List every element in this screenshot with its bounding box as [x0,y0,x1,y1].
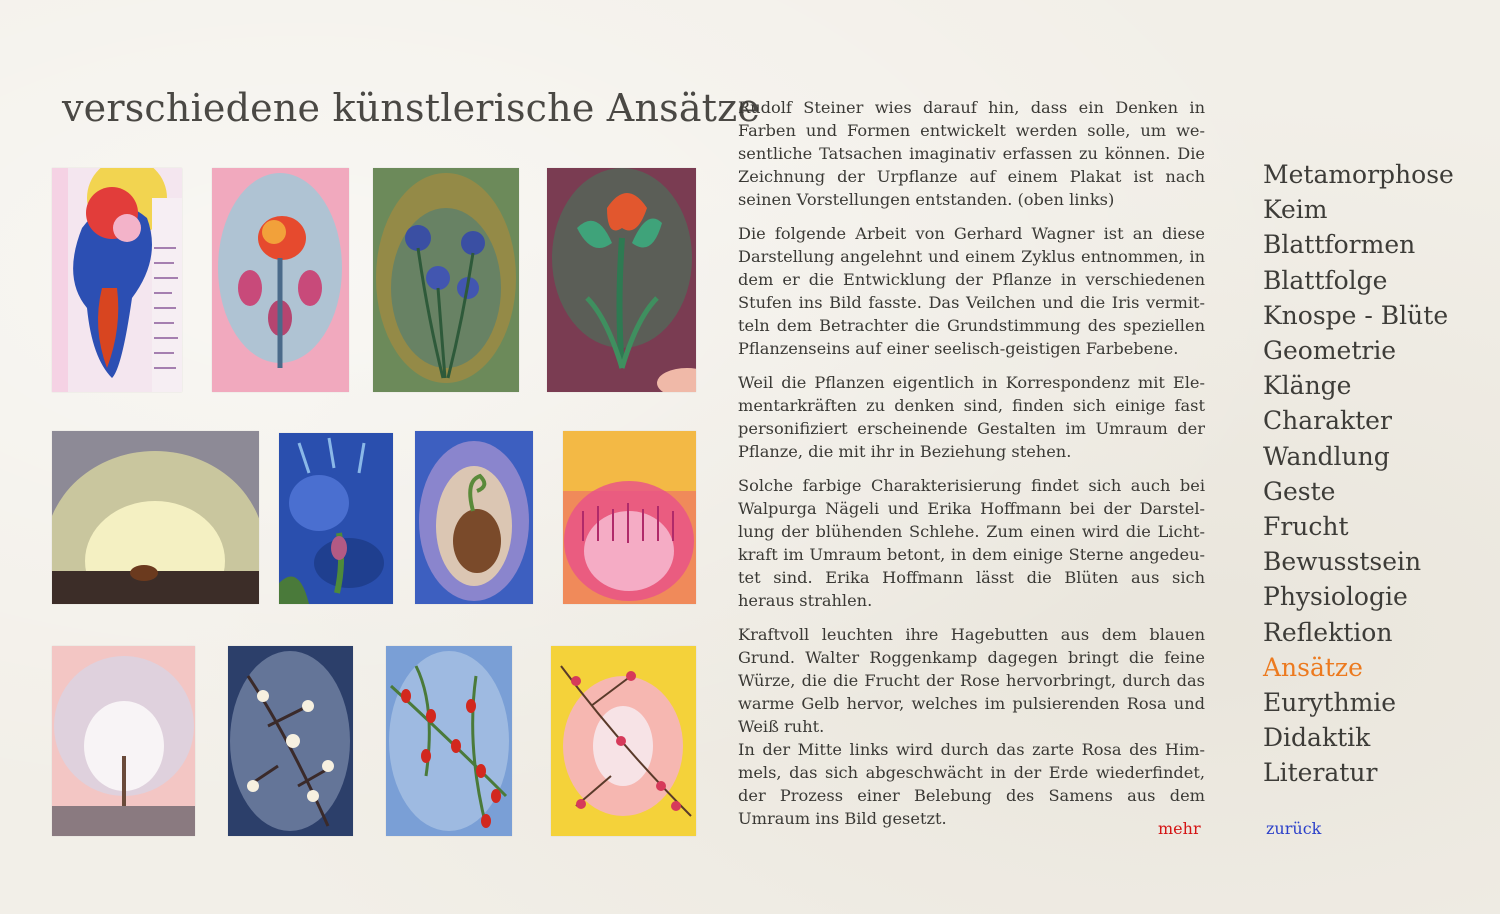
seed-light-painting-icon [52,431,259,604]
blackthorn-blue-painting-icon [228,646,353,836]
nav-item-metamorphose[interactable]: Metamorphose [1263,160,1454,189]
description-text [738,96,1205,830]
blackthorn-pink-painting-icon [52,646,195,836]
paragraph: Solche farbige Charakterisierung findet sich auch bei Walpurga Nägeli und Erika Hoffmann bei der Darstellung der blühenden Schlehe. Zum einen wird die Lichtkraft im Umraum betont, in dem einige Sterne angedeutet sind. Erika Hoffmann lässt die Blüten aus sich heraus strahlen. [738,476,1205,610]
paragraph: In der Mitte links wird durch das zarte Rosa des Himmels, das sich abgeschwächt in der Erde wiederfindet, der Prozess einer Belebung des Samens aus dem Umraum ins Bild gesetzt. [738,740,1205,828]
iris-painting-icon [547,168,696,392]
topic-navigation [1263,157,1454,791]
germinating-seed-painting-icon [415,431,533,604]
flower-painting-icon [212,168,349,392]
rosehips-yellow-painting-icon [551,646,696,836]
page-title: verschiedene künstlerische Ansätze [62,86,761,130]
nav-item-keim[interactable]: Keim [1263,195,1328,225]
nav-item-ansaetze[interactable]: Ansätze [1263,652,1363,682]
nav-item-frucht[interactable]: Frucht [1263,512,1349,542]
nav-item-eurythmie[interactable]: Eurythmie [1263,688,1397,718]
nav-item-bewusstsein[interactable]: Bewusstsein [1263,547,1422,577]
artwork-flower-pink[interactable] [212,168,349,392]
nav-item-blattfolge[interactable]: Blattfolge [1263,265,1388,295]
artwork-rosehips-yellow[interactable] [551,646,696,836]
nav-item-wandlung[interactable]: Wandlung [1263,441,1390,471]
nav-item-blattformen[interactable]: Blattformen [1263,230,1416,260]
artwork-rosehips-blue[interactable] [386,646,512,836]
artwork-germinating-seed[interactable] [415,431,533,604]
artwork-flames[interactable] [563,431,696,604]
more-link[interactable]: mehr [1158,819,1201,838]
paragraph: Weil die Pflanzen eigentlich in Korrespondenz mit Elementarkräften zu denken sind, finden sich einige fast personifiziert erscheinende Gestalten im Umraum der Pflanze, die mit ihr in Beziehung stehen. [738,373,1205,461]
nav-item-geometrie[interactable]: Geometrie [1263,336,1397,366]
nav-item-didaktik[interactable]: Didaktik [1263,723,1371,753]
paragraph: Die folgende Arbeit von Gerhard Wagner ist an diese Darstellung angelehnt und einem Zyklus entnommen, in dem er die Entwicklung der Pflanze in verschiedenen Stufen ins Bild fasste. Das Veilchen und die Iris vermitteln dem Betrachter die Grundstimmung des speziellen Pflanzenseins auf einer seelisch-geistigen Farbebene. [738,224,1205,358]
nav-item-physiologie[interactable]: Physiologie [1263,582,1408,612]
artwork-seed-light[interactable] [52,431,259,604]
nav-item-klaenge[interactable]: Klänge [1263,371,1352,401]
nav-item-literatur[interactable]: Literatur [1263,758,1378,788]
violet-painting-icon [373,168,519,392]
nav-item-geste[interactable]: Geste [1263,476,1336,506]
artwork-blue-figures[interactable] [279,433,393,604]
blue-figures-painting-icon [279,433,393,604]
artwork-violet[interactable] [373,168,519,392]
artwork-blackthorn-blue[interactable] [228,646,353,836]
paragraph: Rudolf Steiner wies darauf hin, dass ein Denken in Farben und Formen entwickelt werden solle, um wesentliche Tatsachen imaginativ erfassen zu können. Die Zeichnung der Urpflanze auf einem Plakat ist nach seinen Vorstellungen entstanden. (oben links) [738,98,1205,209]
artwork-blackthorn-pink[interactable] [52,646,195,836]
urpflanze-drawing-icon [52,168,182,392]
back-link[interactable]: zurück [1266,819,1322,838]
nav-item-charakter[interactable]: Charakter [1263,406,1392,436]
flames-painting-icon [563,431,696,604]
rosehips-blue-painting-icon [386,646,512,836]
artwork-iris[interactable] [547,168,696,392]
nav-item-reflektion[interactable]: Reflektion [1263,617,1393,647]
nav-item-knospe-bluete[interactable]: Knospe - Blüte [1263,300,1449,330]
paragraph: Kraftvoll leuchten ihre Hagebutten aus dem blauen Grund. Walter Roggenkamp dagegen bringt die feine Würze, die die Frucht der Rose hervorbringt, durch das warme Gelb hervor, welches im pulsierenden Rosa und Weiß ruht. [738,625,1205,736]
artwork-urpflanze[interactable] [52,168,182,392]
